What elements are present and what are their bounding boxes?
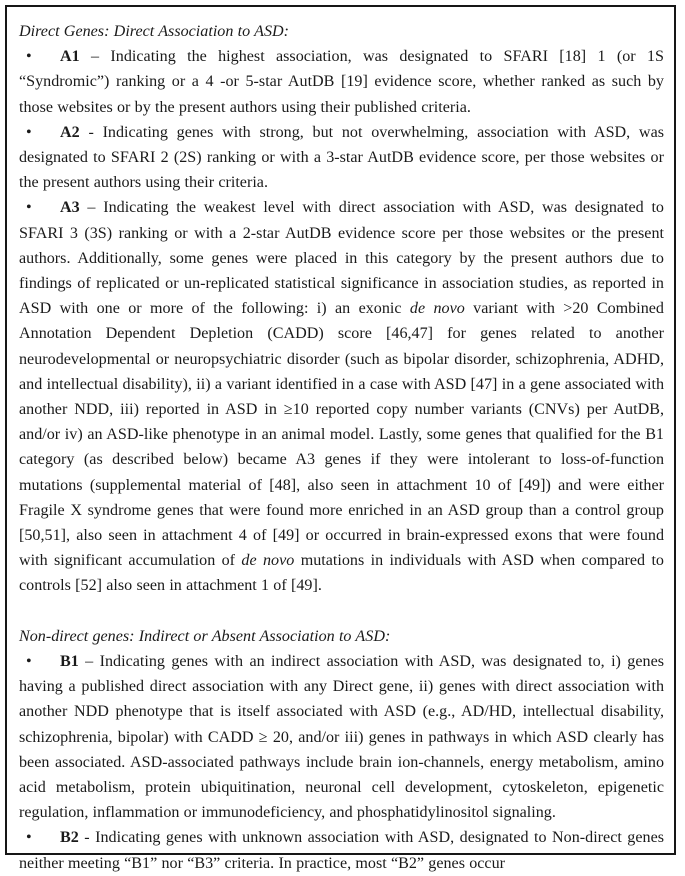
bullet-item-a2 (19, 120, 664, 196)
italic-de-novo-2: de novo (241, 552, 295, 570)
bullet-item-a3 (19, 195, 664, 598)
item-dash-a1: – (79, 48, 111, 66)
document-body (7, 7, 674, 872)
bullet-item-b1 (19, 649, 664, 825)
bullet-icon: • (26, 123, 32, 141)
item-tag-a3: A3 (60, 199, 80, 217)
document-page-frame (5, 5, 676, 872)
bullet-icon: • (26, 829, 32, 847)
bullet-icon: • (26, 48, 32, 66)
bullet-icon: • (26, 653, 32, 671)
bullet-icon: • (26, 199, 32, 217)
item-tag-a2: A2 (60, 123, 80, 141)
item-text-a2: Indicating genes with strong, but not overwhelming, association with ASD, was designated to SFARI 2 (2S) ranking or with a 3-star AutDB evidence score, per those websites or the present authors using their criteria. (19, 123, 664, 192)
item-tag-a1: A1 (60, 48, 80, 66)
section-heading-direct-genes: Direct Genes: Direct Association to ASD: (19, 23, 290, 40)
item-dash-a3: – (79, 199, 104, 217)
item-tag-b1: B1 (60, 653, 79, 671)
item-tag-b2: B2 (60, 829, 79, 847)
item-text-a3-part3: mutations in individuals with ASD when compared to controls [52] also seen in attachment 1 of [49]. (19, 552, 664, 595)
bullet-item-b2 (19, 825, 664, 875)
paragraph-separator (19, 599, 664, 624)
item-text-a1: Indicating the highest association, was designated to SFARI [18] 1 (or 1S “Syndromic”) ranking or a 4 -or 5-star AutDB [19] evidence score, whether ranked as such by those websites or by the present authors using their published criteria. (19, 48, 664, 116)
item-dash-b1: – (78, 653, 100, 671)
item-text-a3-part1: Indicating the weakest level with direct association with ASD, was designated to SFARI 3 (3S) ranking or with a 2-star AutDB evidence score per those websites or the present authors. Additionally, some genes were placed in this category by the present authors due to findings of replicated or un-replicated statistical significance in association studies, as reported in ASD with one or more of the following: i) an exonic (19, 199, 664, 318)
item-text-a3-part2: variant with >20 Combined Annotation Dependent Depletion (CADD) score [46,47] for genes related to another neurodevelopmental or neuropsychiatric disorder (such as bipolar disorder, schizophrenia, ADHD, and intellectual disability), ii) a variant identified in a case with ASD [47] in a gene associated with another NDD, iii) reported in ASD in ≥10 reported copy number variants (CNVs) per AutDB, and/or iv) an ASD-like phenotype in an animal model. Lastly, some genes that qualified for the B1 category (as described below) became A3 genes if they were intolerant to loss-of-function mutations (supplemental material of [48], also seen in attachment 10 of [49]) and were either Fragile X syndrome genes that were found more enriched in an ASD group than a control group [50,51], also seen in attachment 4 of [49] or occurred in brain-expressed exons that were found with significant accumulation of (19, 300, 664, 570)
item-text-b1: Indicating genes with an indirect association with ASD, was designated to, i) genes having a published direct association with any Direct gene, ii) genes with direct association with another NDD phenotype that is itself associated with ASD (e.g., AD/HD, intellectual disability, schizophrenia, bipolar) with CADD ≥ 20, and/or iii) genes in pathways in which ASD clearly has been associated. ASD-associated pathways include brain ion-channels, energy metabolism, amino acid metabolism, protein ubiquitination, neuronal cell development, cytoskeleton, epigenetic regulation, inflammation or immunodeficiency, and phosphatidylinositol signaling. (19, 653, 664, 822)
italic-de-novo-1: de novo (409, 300, 465, 318)
item-dash-a2: - (79, 123, 103, 141)
item-dash-b2: - (78, 829, 96, 847)
bullet-item-a1 (19, 44, 664, 120)
item-text-b2: Indicating genes with unknown association with ASD, designated to Non-direct genes neither meeting “B1” nor “B3” criteria. In practice, most “B2” genes occur (19, 829, 664, 872)
section-heading-non-direct-genes: Non-direct genes: Indirect or Absent Association to ASD: (19, 627, 391, 645)
